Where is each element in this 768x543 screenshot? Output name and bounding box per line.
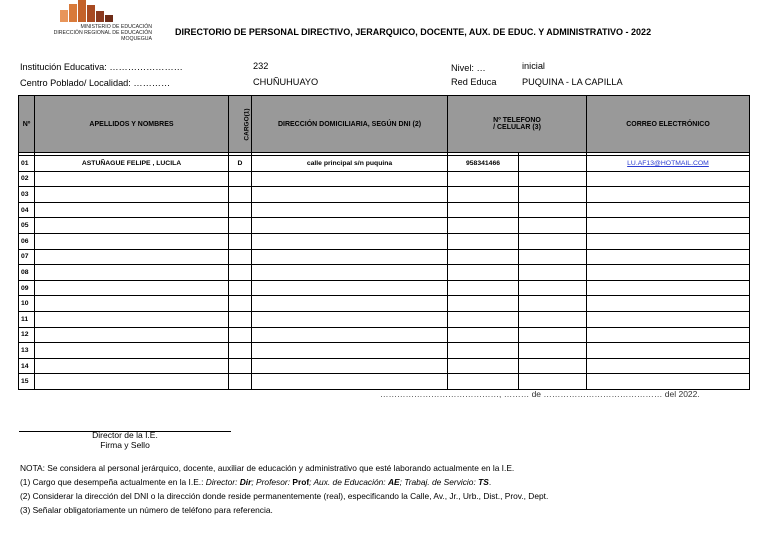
table-row [19, 156, 750, 172]
date-line: ……………………………………, ……… de …………………………………… del 2022. [380, 389, 700, 399]
cell-name [35, 343, 229, 359]
note-2: (2) Considerar la dirección del DNI o la dirección donde reside permanentemente (real), especificando la Calle, Av., Jr., Urb., Dist., Prov., Dept. [20, 491, 549, 501]
cell-phone [448, 218, 519, 234]
cell-num: 12 [19, 327, 35, 343]
cell-cargo [229, 249, 252, 265]
header-email: CORREO ELECTRÓNICO [587, 96, 750, 153]
table-row [19, 265, 750, 281]
note-3: (3) Señalar obligatoriamente un número de teléfono para referencia. [20, 505, 273, 515]
cell-num: 11 [19, 311, 35, 327]
cell-name [35, 280, 229, 296]
cell-num: 09 [19, 280, 35, 296]
cell-email [587, 343, 750, 359]
cell-cargo [229, 171, 252, 187]
cell-num: 03 [19, 187, 35, 203]
cell-address [252, 171, 448, 187]
email-link[interactable]: LU.AF13@HOTMAIL.COM [627, 159, 709, 167]
cell-phone-2 [519, 265, 587, 281]
cell-phone [448, 358, 519, 374]
cell-phone-2 [519, 249, 587, 265]
header-num: Nº [19, 96, 35, 153]
table-row [19, 327, 750, 343]
table-row [19, 311, 750, 327]
cell-address [252, 327, 448, 343]
cell-email [587, 156, 750, 172]
cell-email [587, 265, 750, 281]
cell-name [35, 202, 229, 218]
cell-cargo [229, 202, 252, 218]
cell-phone-2 [519, 171, 587, 187]
cell-email [587, 171, 750, 187]
cell-name [35, 296, 229, 312]
cell-address [252, 311, 448, 327]
cell-phone-2 [519, 233, 587, 249]
cell-num: 01 [19, 156, 35, 172]
cell-cargo [229, 343, 252, 359]
red-label: Red Educa [451, 77, 497, 87]
cell-address [252, 358, 448, 374]
cell-email [587, 280, 750, 296]
personnel-table [18, 95, 750, 390]
cell-phone-2 [519, 374, 587, 390]
cell-num: 05 [19, 218, 35, 234]
cell-phone [448, 171, 519, 187]
cell-email [587, 249, 750, 265]
cell-address [252, 218, 448, 234]
cell-name [35, 187, 229, 203]
cell-address [252, 296, 448, 312]
ministry-logo [34, 0, 152, 46]
cell-email [587, 327, 750, 343]
cell-phone [448, 187, 519, 203]
cell-phone-2 [519, 311, 587, 327]
table-row [19, 171, 750, 187]
cell-phone-2 [519, 202, 587, 218]
cell-phone [448, 280, 519, 296]
logo-text: MINISTERIO DE EDUCACIÓN DIRECCIÓN REGIONAL DE EDUCACIÓN MOQUEGUA [53, 24, 152, 42]
cell-num: 15 [19, 374, 35, 390]
table-row [19, 358, 750, 374]
cell-phone-2 [519, 280, 587, 296]
cell-cargo [229, 311, 252, 327]
cell-phone [448, 311, 519, 327]
cell-name [35, 218, 229, 234]
cell-email [587, 311, 750, 327]
cell-name: ASTUÑAGUE FELIPE , LUCILA [35, 156, 229, 172]
table-header-row [19, 96, 750, 153]
cell-name [35, 171, 229, 187]
cell-name [35, 327, 229, 343]
cell-cargo: D [229, 156, 252, 172]
cell-phone-2 [519, 187, 587, 203]
cell-num: 02 [19, 171, 35, 187]
header-cargo: CARGO(1) [229, 96, 252, 153]
note-general: NOTA: Se considera al personal jerárquico, docente, auxiliar de educación y administrativo que esté laborando actualmente en la I.E. [20, 463, 515, 473]
table-row [19, 343, 750, 359]
signature-subtitle: Firma y Sello [100, 440, 150, 450]
cp-value: CHUÑUHUAYO [253, 77, 319, 87]
cell-name [35, 358, 229, 374]
cell-cargo [229, 265, 252, 281]
cell-cargo [229, 358, 252, 374]
ie-value: 232 [253, 61, 269, 71]
cell-name [35, 233, 229, 249]
cell-cargo [229, 374, 252, 390]
table-row [19, 280, 750, 296]
cell-phone: 958341466 [448, 156, 519, 172]
cell-phone [448, 233, 519, 249]
cell-address [252, 280, 448, 296]
cell-name [35, 249, 229, 265]
signature-title: Director de la I.E. [92, 430, 158, 440]
cell-phone-2 [519, 343, 587, 359]
cell-num: 13 [19, 343, 35, 359]
cell-num: 10 [19, 296, 35, 312]
cell-phone-2 [519, 358, 587, 374]
cell-num: 07 [19, 249, 35, 265]
cell-phone [448, 327, 519, 343]
note-1: (1) Cargo que desempeña actualmente en la I.E.: Director: Dir; Profesor: Prof; Aux. de Educación: AE; Trabaj. de Servicio: TS. [20, 477, 492, 487]
cell-address [252, 202, 448, 218]
ie-label: Institución Educativa: …………………… [20, 62, 183, 72]
table-row [19, 249, 750, 265]
cell-cargo [229, 280, 252, 296]
header-address: DIRECCIÓN DOMICILIARIA, SEGÚN DNI (2) [252, 96, 448, 153]
cell-cargo [229, 296, 252, 312]
cell-name [35, 311, 229, 327]
cell-phone [448, 296, 519, 312]
cell-cargo [229, 218, 252, 234]
cp-label: Centro Poblado/ Localidad: ………… [20, 78, 171, 88]
cell-address [252, 343, 448, 359]
red-value: PUQUINA - LA CAPILLA [522, 77, 623, 87]
cell-address: calle principal s/n puquina [252, 156, 448, 172]
cell-address [252, 249, 448, 265]
cell-cargo [229, 327, 252, 343]
cell-phone-2 [519, 218, 587, 234]
ministry-logo-icon [60, 0, 120, 22]
cell-phone [448, 374, 519, 390]
cell-phone-2 [519, 156, 587, 172]
cell-email [587, 202, 750, 218]
cell-address [252, 265, 448, 281]
cell-email [587, 296, 750, 312]
cell-phone [448, 202, 519, 218]
cell-num: 04 [19, 202, 35, 218]
nivel-label: Nivel: … [451, 63, 486, 73]
cell-name [35, 265, 229, 281]
cell-email [587, 358, 750, 374]
table-row [19, 202, 750, 218]
header-phone: Nº TELEFONO / CELULAR (3) [448, 96, 587, 153]
table-row [19, 233, 750, 249]
document-title: DIRECTORIO DE PERSONAL DIRECTIVO, JERARQUICO, DOCENTE, AUX. DE EDUC. Y ADMINISTRATIVO - 2022 [175, 27, 652, 37]
cell-cargo [229, 187, 252, 203]
cell-num: 08 [19, 265, 35, 281]
signature-block [60, 430, 190, 450]
cell-cargo [229, 233, 252, 249]
table-row [19, 218, 750, 234]
cell-phone-2 [519, 296, 587, 312]
cell-address [252, 374, 448, 390]
nivel-value: inicial [522, 61, 545, 71]
table-row [19, 187, 750, 203]
cell-email [587, 187, 750, 203]
table-row [19, 296, 750, 312]
cell-phone [448, 343, 519, 359]
cell-phone [448, 265, 519, 281]
cell-num: 14 [19, 358, 35, 374]
cell-address [252, 187, 448, 203]
table-row [19, 374, 750, 390]
cell-email [587, 374, 750, 390]
header-name: APELLIDOS Y NOMBRES [35, 96, 229, 153]
cell-email [587, 233, 750, 249]
cell-email [587, 218, 750, 234]
cell-phone-2 [519, 327, 587, 343]
cell-num: 06 [19, 233, 35, 249]
cell-phone [448, 249, 519, 265]
cell-address [252, 233, 448, 249]
cell-name [35, 374, 229, 390]
